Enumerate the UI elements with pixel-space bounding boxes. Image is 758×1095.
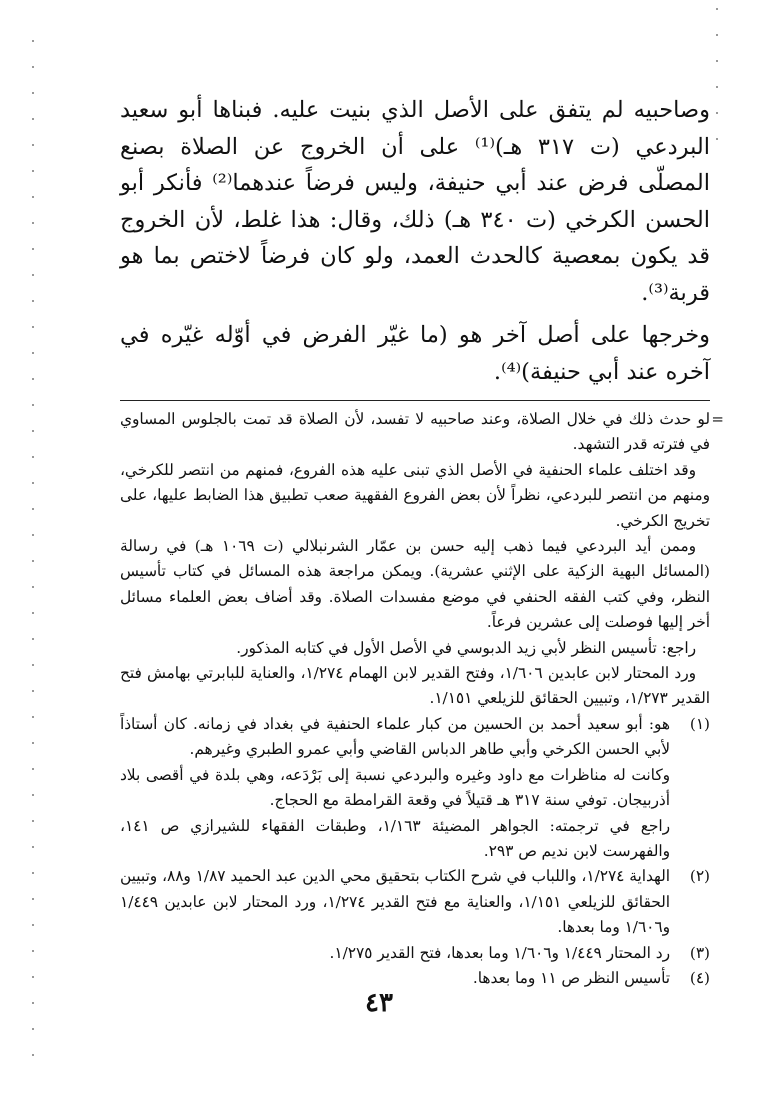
footnote-1	[120, 712, 710, 864]
right-margin-dots	[716, 8, 718, 148]
main-text	[120, 92, 710, 390]
continued-note-5: ورد المحتار لابن عابدين ١/٦٠٦، وفتح القدير لابن الهمام ١/٢٧٤، والعناية للبابرتي بهامش فتح القدير ١/٢٧٣، وتبيين الحقائق للزيلعي ١/١٥١.	[120, 664, 710, 708]
page-body	[120, 92, 724, 991]
footnote-1-paragraph-2: وكانت له مناظرات مع داود وغيره والبردعي نسبة إلى بَرْدَعه، وهي بلدة في أقصى بلاد أذربيجان. توفي سنة ٣١٧ هـ قتيلاً في وقعة القرامطة مع الحجاج.	[120, 765, 670, 810]
footnote-2	[120, 864, 710, 940]
page-number: ٤٣	[365, 988, 393, 1018]
continued-note-3: وممن أيد البردعي فيما ذهب إليه حسن بن عمّار الشرنبلالي (ت ١٠٦٩ هـ) في رسالة (المسائل البهية الزكية على الإثني عشرية). ويمكن مراجعة هذه المسائل في كتاب تأسيس النظر، وفي كتب الفقه الحنفي في موضع مفسدات الصلاة. وقد أضاف بعض العلماء مسائل أخر إليها فوصلت إلى عشرين فرعاً.	[120, 537, 710, 632]
main-paragraph-2: وخرجها على أصل آخر هو (ما غيّر الفرض في أوّله غيّره في آخره عند أبي حنيفة)⁽⁴⁾.	[120, 322, 710, 385]
footnotes	[120, 407, 724, 991]
footnote-3-paragraph-1: رد المحتار ١/٤٤٩ و١/٦٠٦ وما بعدها، فتح القدير ١/٢٧٥.	[329, 943, 670, 962]
continued-note-2: وقد اختلف علماء الحنفية في الأصل الذي تبنى عليه هذه الفروع، فمنهم من انتصر للكرخي، ومنهم من انتصر للبردعي، نظراً لأن بعض الفروع الفقهية صعب تطبيق هذا الضابط عليها، على تخريج الكرخي.	[120, 460, 710, 530]
footnote-1-paragraph-3: راجع في ترجمته: الجواهر المضيئة ١/١٦٣، وطبقات الفقهاء للشيرازي ص ١٤١، والفهرست لابن نديم ص ٢٩٣.	[120, 816, 670, 860]
footnote-1-paragraph-1: هو: أبو سعيد أحمد بن الحسين من كبار علماء الحنفية في بغداد في زمانه. كان أستاذاً لأبي الحسن الكرخي وأبي طاهر الدباس القاضي وأبي عمرو الطبري وغيرهم.	[120, 714, 670, 759]
footnote-number: (٤)	[689, 968, 710, 987]
footnote-number: (٢)	[689, 867, 710, 886]
footnote-3	[120, 941, 710, 966]
footnote-number: (٣)	[689, 943, 710, 962]
footnote-number: (١)	[689, 714, 710, 733]
continued-note-1: لو حدث ذلك في خلال الصلاة، وعند صاحبيه لا تفسد، لأن الصلاة قد تمت بالجلوس المساوي في فترته قدر التشهد.	[120, 410, 710, 454]
footnote-2-paragraph-1: الهداية ١/٢٧٤، واللباب في شرح الكتاب بتحقيق محي الدين عبد الحميد ١/٨٧ و٨٨، وتبيين الحقائق للزيلعي ١/١٥١، والعناية مع فتح القدير ١/٢٧٤، ورد المحتار لابن عابدين ١/٤٤٩ و١/٦٠٦ وما بعدها.	[120, 867, 670, 937]
footnote-4-paragraph-1: تأسيس النظر ص ١١ وما بعدها.	[472, 968, 670, 987]
main-paragraph-1: وصاحبيه لم يتفق على الأصل الذي بنيت عليه. فبناها أبو سعيد البردعي (ت ٣١٧ هـ)⁽¹⁾ على أن الخروج عن الصلاة بصنع المصلّى فرض عند أبي حنيفة، وليس فرضاً عندهما⁽²⁾ فأنكر أبو الحسن الكرخي (ت ٣٤٠ هـ) ذلك، وقال: هذا غلط، لأن الخروج قد يكون بمعصية كالحدث العمد، ولو كان فرضاً لاختص بما هو قربة⁽³⁾.	[120, 97, 710, 306]
continuation-mark: =	[711, 410, 724, 428]
left-margin-dots	[32, 40, 34, 1060]
continued-note-4: راجع: تأسيس النظر لأبي زيد الدبوسي في الأصل الأول في كتابه المذكور.	[236, 638, 696, 657]
footnote-separator	[120, 400, 710, 401]
